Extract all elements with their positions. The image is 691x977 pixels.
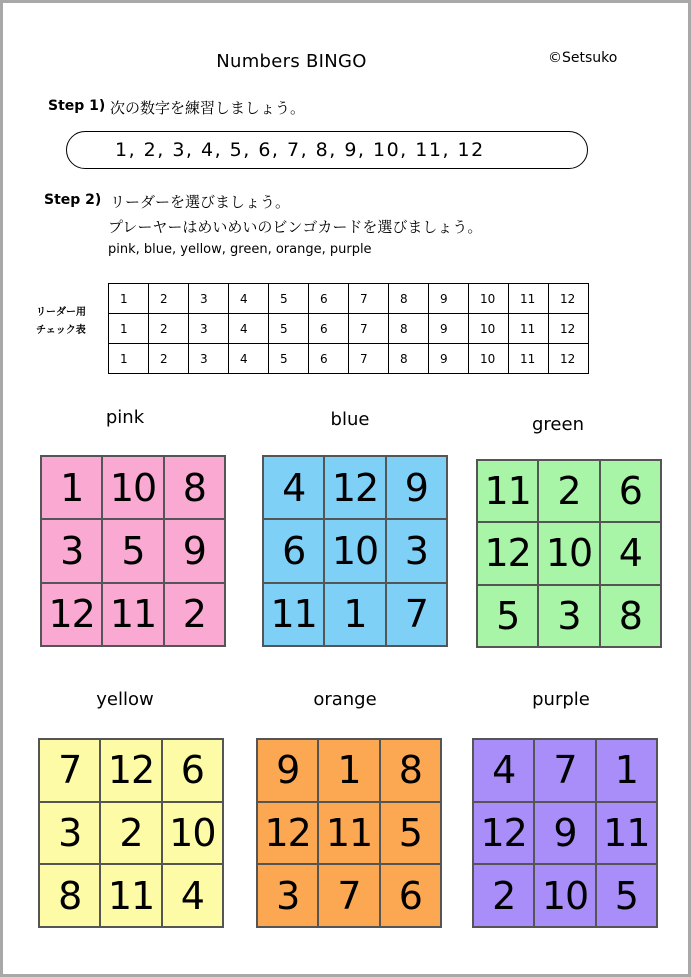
bingo-cell: 1 <box>324 583 385 646</box>
bingo-card-orange <box>256 738 442 928</box>
card-title-blue: blue <box>330 409 370 430</box>
step1-label: Step 1) <box>48 98 106 114</box>
checker-row <box>109 344 589 374</box>
bingo-cell: 11 <box>596 802 657 865</box>
bingo-cell: 6 <box>600 460 661 522</box>
card-title-purple: purple <box>532 689 590 710</box>
checker-label <box>36 304 86 340</box>
bingo-cell: 12 <box>324 456 385 519</box>
checker-row <box>109 314 589 344</box>
checker-cell: 12 <box>549 284 589 314</box>
bingo-cell: 2 <box>164 583 225 646</box>
checker-cell: 12 <box>549 314 589 344</box>
bingo-cell: 3 <box>538 585 599 647</box>
checker-cell: 3 <box>189 344 229 374</box>
bingo-card-purple <box>472 738 658 928</box>
bingo-cell: 11 <box>263 583 324 646</box>
checker-cell: 2 <box>149 314 189 344</box>
bingo-cell: 3 <box>386 519 447 582</box>
checker-label-line2: チェック表 <box>36 325 86 336</box>
checker-cell: 2 <box>149 344 189 374</box>
bingo-cell: 3 <box>39 802 100 865</box>
step2-text1: リーダーを選びましょう。 <box>110 193 291 211</box>
checker-cell: 1 <box>109 314 149 344</box>
bingo-cell: 11 <box>318 802 379 865</box>
bingo-cell: 7 <box>39 739 100 802</box>
bingo-cell: 5 <box>477 585 538 647</box>
bingo-cell: 8 <box>164 456 225 519</box>
card-title-orange: orange <box>313 689 377 710</box>
bingo-cell: 10 <box>102 456 163 519</box>
bingo-cell: 2 <box>100 802 161 865</box>
checker-cell: 11 <box>509 344 549 374</box>
bingo-cell: 7 <box>534 739 595 802</box>
bingo-cell: 1 <box>318 739 379 802</box>
step2-label: Step 2) <box>44 192 102 208</box>
checker-cell: 3 <box>189 284 229 314</box>
bingo-card-pink <box>40 455 226 647</box>
checker-cell: 4 <box>229 284 269 314</box>
checker-label-line1: リーダー用 <box>36 307 86 318</box>
checker-cell: 4 <box>229 314 269 344</box>
checker-cell: 10 <box>469 314 509 344</box>
checker-cell: 1 <box>109 344 149 374</box>
bingo-cell: 12 <box>257 802 318 865</box>
bingo-cell: 11 <box>477 460 538 522</box>
checker-cell: 9 <box>429 284 469 314</box>
bingo-cell: 9 <box>257 739 318 802</box>
bingo-cell: 10 <box>324 519 385 582</box>
page-title: Numbers BINGO <box>216 51 367 72</box>
bingo-cell: 6 <box>380 864 441 927</box>
bingo-cell: 1 <box>596 739 657 802</box>
bingo-cell: 10 <box>534 864 595 927</box>
bingo-cell: 5 <box>102 519 163 582</box>
copyright: ©Setsuko <box>548 50 618 66</box>
bingo-cell: 2 <box>538 460 599 522</box>
bingo-card-green <box>476 459 662 648</box>
bingo-cell: 4 <box>162 864 223 927</box>
numbers-pill <box>66 131 588 169</box>
bingo-cell: 8 <box>380 739 441 802</box>
checker-cell: 11 <box>509 284 549 314</box>
bingo-cell: 9 <box>386 456 447 519</box>
bingo-cell: 11 <box>100 864 161 927</box>
bingo-cell: 9 <box>164 519 225 582</box>
bingo-cell: 3 <box>41 519 102 582</box>
bingo-cell: 10 <box>162 802 223 865</box>
checker-cell: 6 <box>309 344 349 374</box>
checker-cell: 8 <box>389 344 429 374</box>
checker-cell: 4 <box>229 344 269 374</box>
bingo-cell: 2 <box>473 864 534 927</box>
checker-cell: 12 <box>549 344 589 374</box>
bingo-cell: 1 <box>41 456 102 519</box>
checker-cell: 8 <box>389 314 429 344</box>
card-title-pink: pink <box>105 407 145 428</box>
checker-cell: 6 <box>309 284 349 314</box>
bingo-cell: 3 <box>257 864 318 927</box>
bingo-cell: 8 <box>600 585 661 647</box>
checker-cell: 7 <box>349 284 389 314</box>
checker-cell: 10 <box>469 284 509 314</box>
card-title-green: green <box>532 414 584 435</box>
bingo-cell: 11 <box>102 583 163 646</box>
bingo-cell: 5 <box>380 802 441 865</box>
bingo-cell: 7 <box>386 583 447 646</box>
bingo-cell: 4 <box>263 456 324 519</box>
bingo-card-yellow <box>38 738 224 928</box>
checker-cell: 10 <box>469 344 509 374</box>
bingo-cell: 4 <box>600 522 661 584</box>
checker-cell: 5 <box>269 314 309 344</box>
checker-cell: 3 <box>189 314 229 344</box>
checker-cell: 2 <box>149 284 189 314</box>
bingo-cell: 10 <box>538 522 599 584</box>
checker-cell: 11 <box>509 314 549 344</box>
bingo-cell: 6 <box>162 739 223 802</box>
bingo-cell: 9 <box>534 802 595 865</box>
bingo-cell: 12 <box>100 739 161 802</box>
bingo-cell: 6 <box>263 519 324 582</box>
checker-cell: 5 <box>269 344 309 374</box>
checker-cell: 9 <box>429 344 469 374</box>
card-title-yellow: yellow <box>96 689 154 710</box>
colors-list: pink, blue, yellow, green, orange, purple <box>108 242 372 257</box>
numbers-line: 1, 2, 3, 4, 5, 6, 7, 8, 9, 10, 11, 12 <box>115 139 485 161</box>
leader-check-table <box>108 283 589 374</box>
checker-cell: 5 <box>269 284 309 314</box>
bingo-cell: 8 <box>39 864 100 927</box>
step1-text: 次の数字を練習しましょう。 <box>110 99 306 117</box>
bingo-cell: 12 <box>41 583 102 646</box>
bingo-cell: 12 <box>477 522 538 584</box>
checker-row <box>109 284 589 314</box>
bingo-cell: 5 <box>596 864 657 927</box>
bingo-cell: 7 <box>318 864 379 927</box>
checker-cell: 7 <box>349 344 389 374</box>
bingo-cell: 4 <box>473 739 534 802</box>
checker-cell: 9 <box>429 314 469 344</box>
bingo-card-blue <box>262 455 448 647</box>
checker-cell: 6 <box>309 314 349 344</box>
checker-cell: 8 <box>389 284 429 314</box>
bingo-cell: 12 <box>473 802 534 865</box>
checker-cell: 1 <box>109 284 149 314</box>
step2-text2: プレーヤーはめいめいのビンゴカードを選びましょう。 <box>108 218 483 236</box>
checker-cell: 7 <box>349 314 389 344</box>
